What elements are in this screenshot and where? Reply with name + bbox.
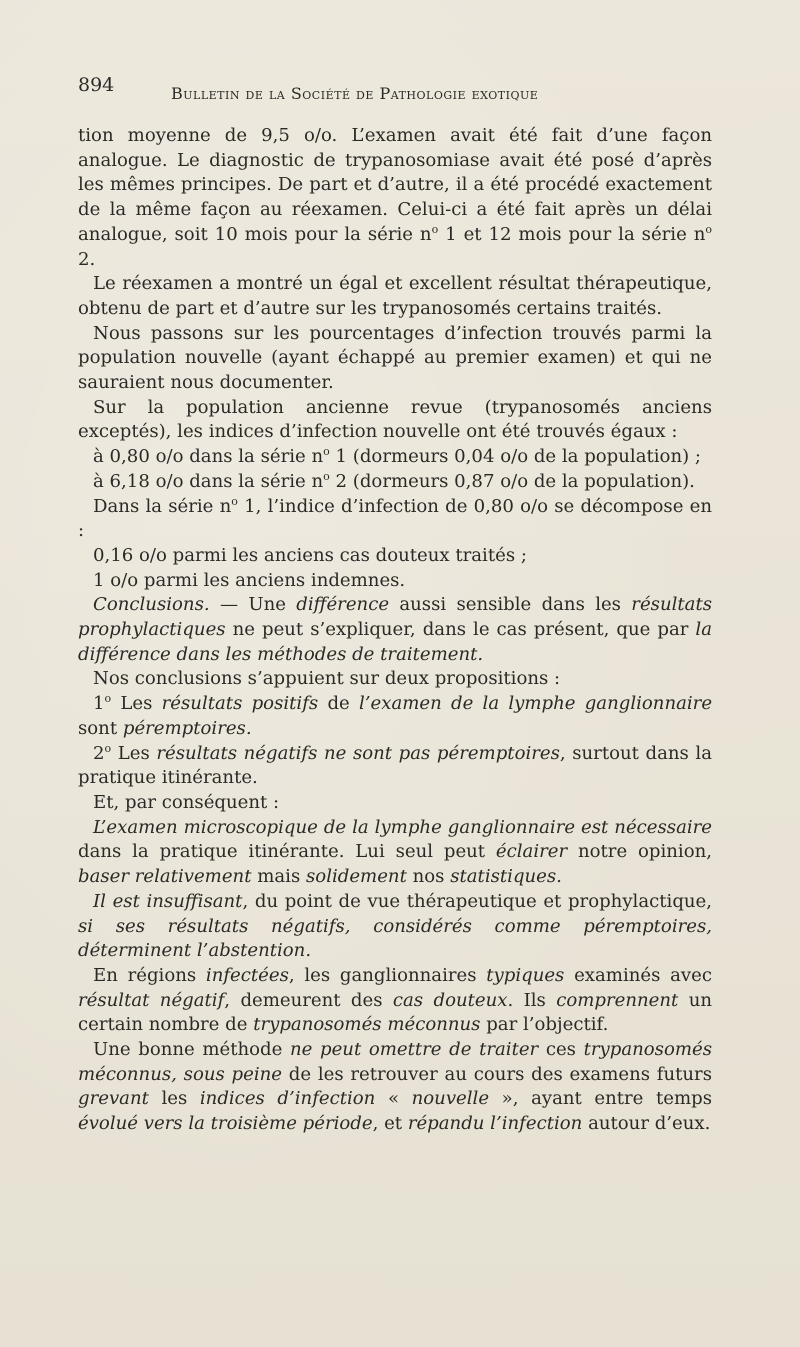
paragraph-17: En régions infectées, les ganglionnaires typiques examinés avec résultat négatif, demeurent des cas douteux. Ils comprennent un certain nombre de trypanosomés méconnus par l’objectif. bbox=[78, 964, 712, 1036]
paragraph-18: Une bonne méthode ne peut omettre de traiter ces trypanosomés méconnus, sous peine de les retrouver au cours des examens futurs grevant les indices d’infection « nouvelle », ayant entre temps évolué vers la troisième période, et répandu l’infection autour d’eux. bbox=[78, 1039, 712, 1135]
paragraph-8: 0,16 o/o parmi les anciens cas douteux traités ; bbox=[93, 544, 527, 566]
paragraph-6: à 6,18 o/o dans la série $n^o$ 2 (dormeurs 0,87 o/o de la population). bbox=[93, 469, 695, 492]
paragraph-9: 1 o/o parmi les anciens indemnes. bbox=[93, 569, 406, 591]
paragraph-2: Le réexamen a montré un égal et excellent résultat thérapeutique, obtenu de part et d’autre sur les trypanosomés certains traités. bbox=[78, 273, 712, 319]
paragraph-7: Dans la série $n^o$ 1, l’indice d’infection de 0,80 o/o se décompose en : bbox=[78, 494, 712, 542]
paragraph-1: tion moyenne de 9,5 o/o. L’examen avait été fait d’une façon analogue. Le diagnostic de trypanosomiase avait été posé d’après les mêmes principes. De part et d’autre, il a été procédé exactement de la même façon au réexamen. Celui-ci a été fait après un délai analogue, soit 10 mois pour la série $n^o$ 1 et 12 mois pour la série $n^o$ 2. bbox=[78, 125, 713, 270]
paragraph-13: 2$^o$ Les résultats négatifs ne sont pas péremptoires, surtout dans la pratique itinérante. bbox=[78, 741, 712, 789]
paragraph-12: 1$^o$ Les résultats positifs de l’examen de la lymphe ganglionnaire sont péremptoires. bbox=[78, 692, 713, 739]
paragraph-16: Il est insuffisant, du point de vue thérapeutique et prophylactique, si ses résultats négatifs, considérés comme péremptoires, déterminent l’abstention. bbox=[78, 890, 713, 962]
body-text bbox=[78, 124, 712, 1137]
page-number: 894 bbox=[78, 74, 115, 96]
page-header bbox=[78, 74, 718, 104]
paragraph-14: Et, par conséquent : bbox=[93, 791, 280, 813]
paragraph-4: Sur la population ancienne revue (trypanosomés anciens exceptés), les indices d’infection nouvelle ont été trouvés égaux : bbox=[78, 396, 712, 443]
paragraph-5: à 0,80 o/o dans la série $n^o$ 1 (dormeurs 0,04 o/o de la population) ; bbox=[93, 445, 702, 468]
running-head: Bulletin de la Société de Pathologie exotique bbox=[171, 84, 539, 103]
paragraph-3: Nous passons sur les pourcentages d’infection trouvés parmi la population nouvelle (ayant échappé au premier examen) et qui ne sauraient nous documenter. bbox=[78, 322, 712, 394]
paragraph-10: Conclusions. — Une différence aussi sensible dans les résultats prophylactiques ne peut s’expliquer, dans le cas présent, que par la différence dans les méthodes de traitement. bbox=[78, 594, 712, 665]
paragraph-11: Nos conclusions s’appuient sur deux propositions : bbox=[93, 668, 561, 690]
paragraph-15: L’examen microscopique de la lymphe ganglionnaire est nécessaire dans la pratique itinérante. Lui seul peut éclairer notre opinion, baser relativement mais solidement nos statistiques. bbox=[78, 816, 712, 888]
